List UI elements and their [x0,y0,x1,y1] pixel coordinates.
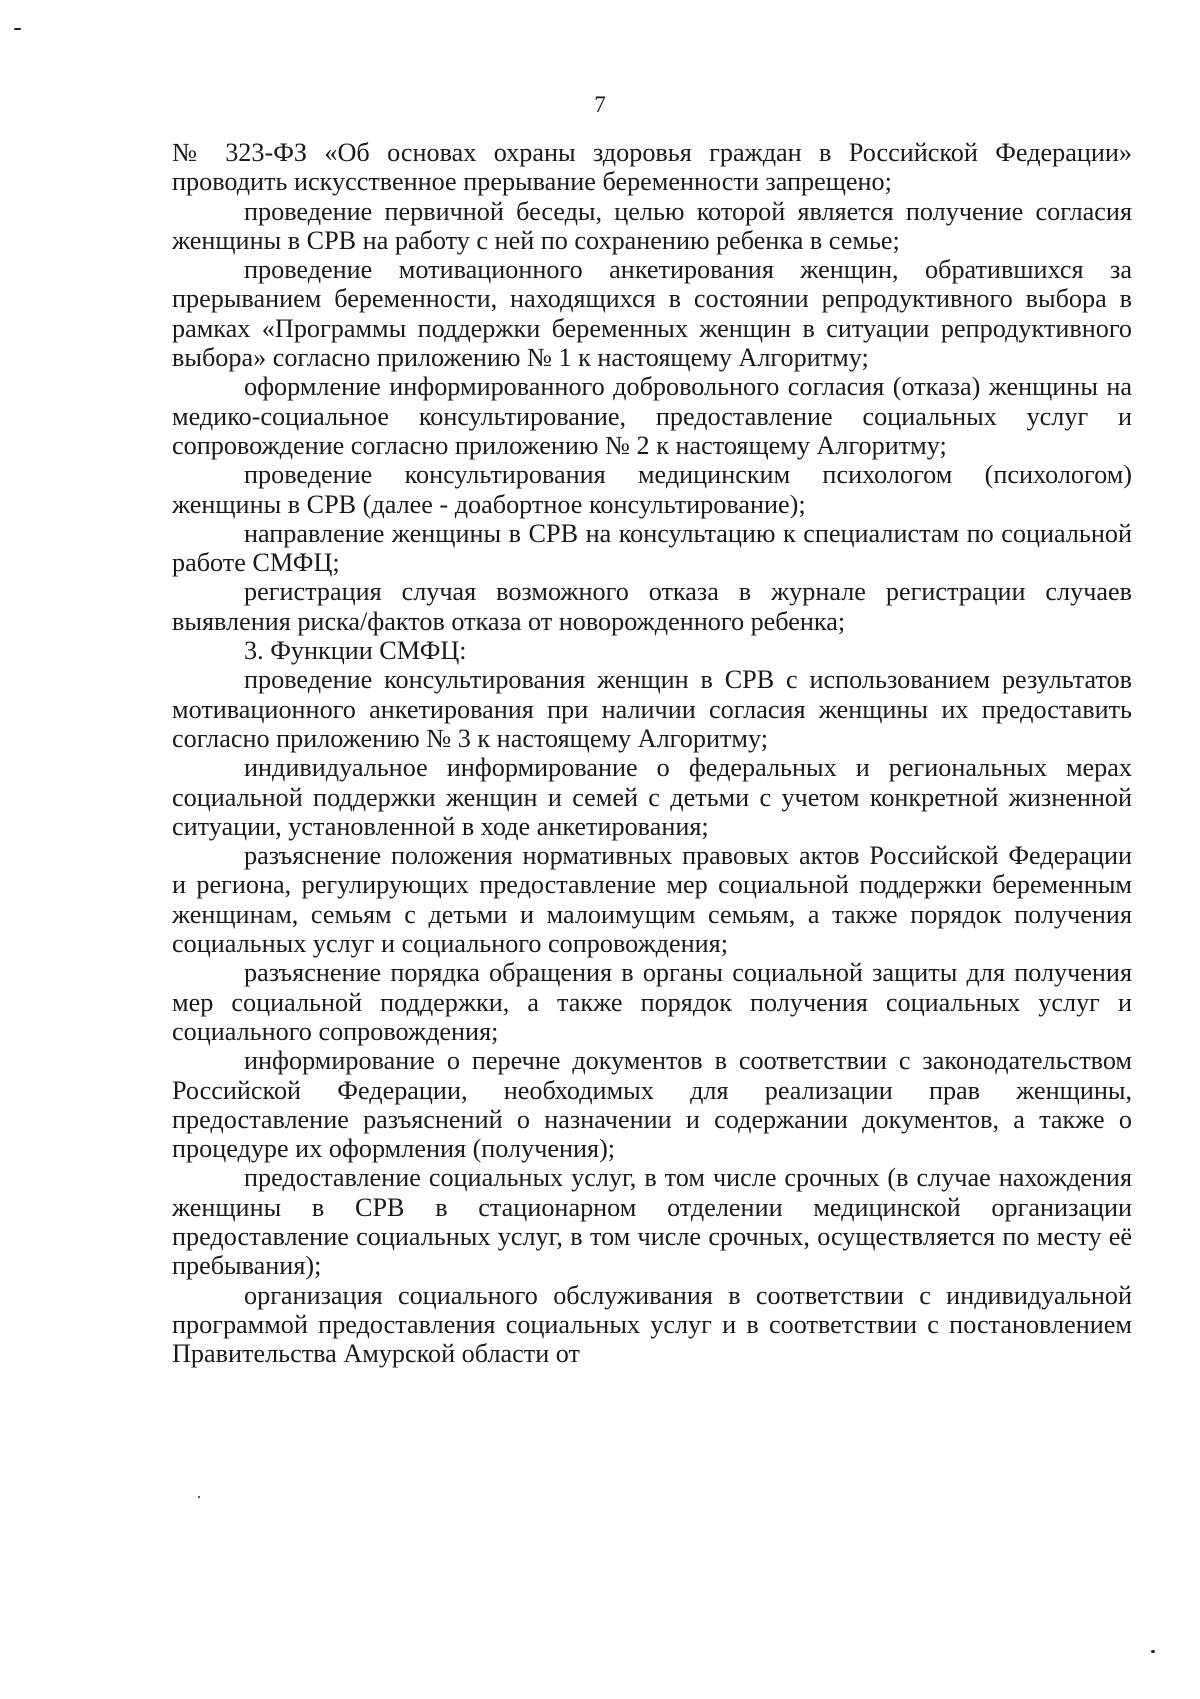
paragraph-10: индивидуальное информирование о федеральных и региональных мерах социальной поддержки женщин и семей с детьми с учетом конкретной жизненной ситуации, установленной в ходе анкетирования; [172,753,1132,841]
scan-speck [14,28,21,30]
section-heading: 3. Функции СМФЦ: [244,636,467,666]
paragraph-14: предоставление социальных услуг, в том числе срочных (в случае нахождения женщины в СРВ в стационарном отделении медицинской организации предоставление социальных услуг, в том числе срочных, осуществляется по месту её пребывания); [172,1163,1132,1281]
scan-speck [198,1496,200,1498]
paragraph-13: информирование о перечне документов в соответствии с законодательством Российской Федерации, необходимых для реализации прав женщины, предоставление разъяснений о назначении и содержании документов, а также о процедуре их оформления (получения); [172,1046,1132,1164]
paragraph-1: № 323-ФЗ «Об основах охраны здоровья граждан в Российской Федерации» проводить искусственное прерывание беременности запрещено; [172,138,1132,197]
paragraph-2: проведение первичной беседы, целью которой является получение согласия женщины в СРВ на работу с ней по сохранению ребенка в семье; [172,196,1132,255]
paragraph-4: оформление информированного добровольного согласия (отказа) женщины на медико-социальное консультирование, предоставление социальных услуг и сопровождение согласно приложению № 2 к настоящему Алгоритму; [172,372,1132,460]
scan-speck [1151,1650,1155,1653]
document-body [172,138,1132,1368]
paragraph-12: разъяснение порядка обращения в органы социальной защиты для получения мер социальной поддержки, а также порядок получения социальных услуг и социального сопровождения; [172,958,1132,1046]
paragraph-9: проведение консультирования женщин в СРВ с использованием результатов мотивационного анкетирования при наличии согласия женщины их предоставить согласно приложению № 3 к настоящему Алгоритму; [172,665,1132,753]
paragraph-3: проведение мотивационного анкетирования женщин, обратившихся за прерыванием беременности, находящихся в состоянии репродуктивного выбора в рамках «Программы поддержки беременных женщин в ситуации репродуктивного выбора» согласно приложению № 1 к настоящему Алгоритму; [172,255,1132,373]
paragraph-7: регистрация случая возможного отказа в журнале регистрации случаев выявления риска/фактов отказа от новорожденного ребенка; [172,577,1132,636]
paragraph-15: организация социального обслуживания в соответствии с индивидуальной программой предоставления социальных услуг и в соответствии с постановлением Правительства Амурской области от [172,1280,1132,1369]
paragraph-11: разъяснение положения нормативных правовых актов Российской Федерации и региона, регулирующих предоставление мер социальной поддержки беременным женщинам, семьям с детьми и малоимущим семьям, а также порядок получения социальных услуг и социального сопровождения; [172,841,1132,959]
page-number: 7 [594,92,606,117]
paragraph-5: проведение консультирования медицинским психологом (психологом) женщины в СРВ (далее - доабортное консультирование); [172,460,1132,519]
paragraph-6: направление женщины в СРВ на консультацию к специалистам по социальной работе СМФЦ; [172,518,1132,578]
